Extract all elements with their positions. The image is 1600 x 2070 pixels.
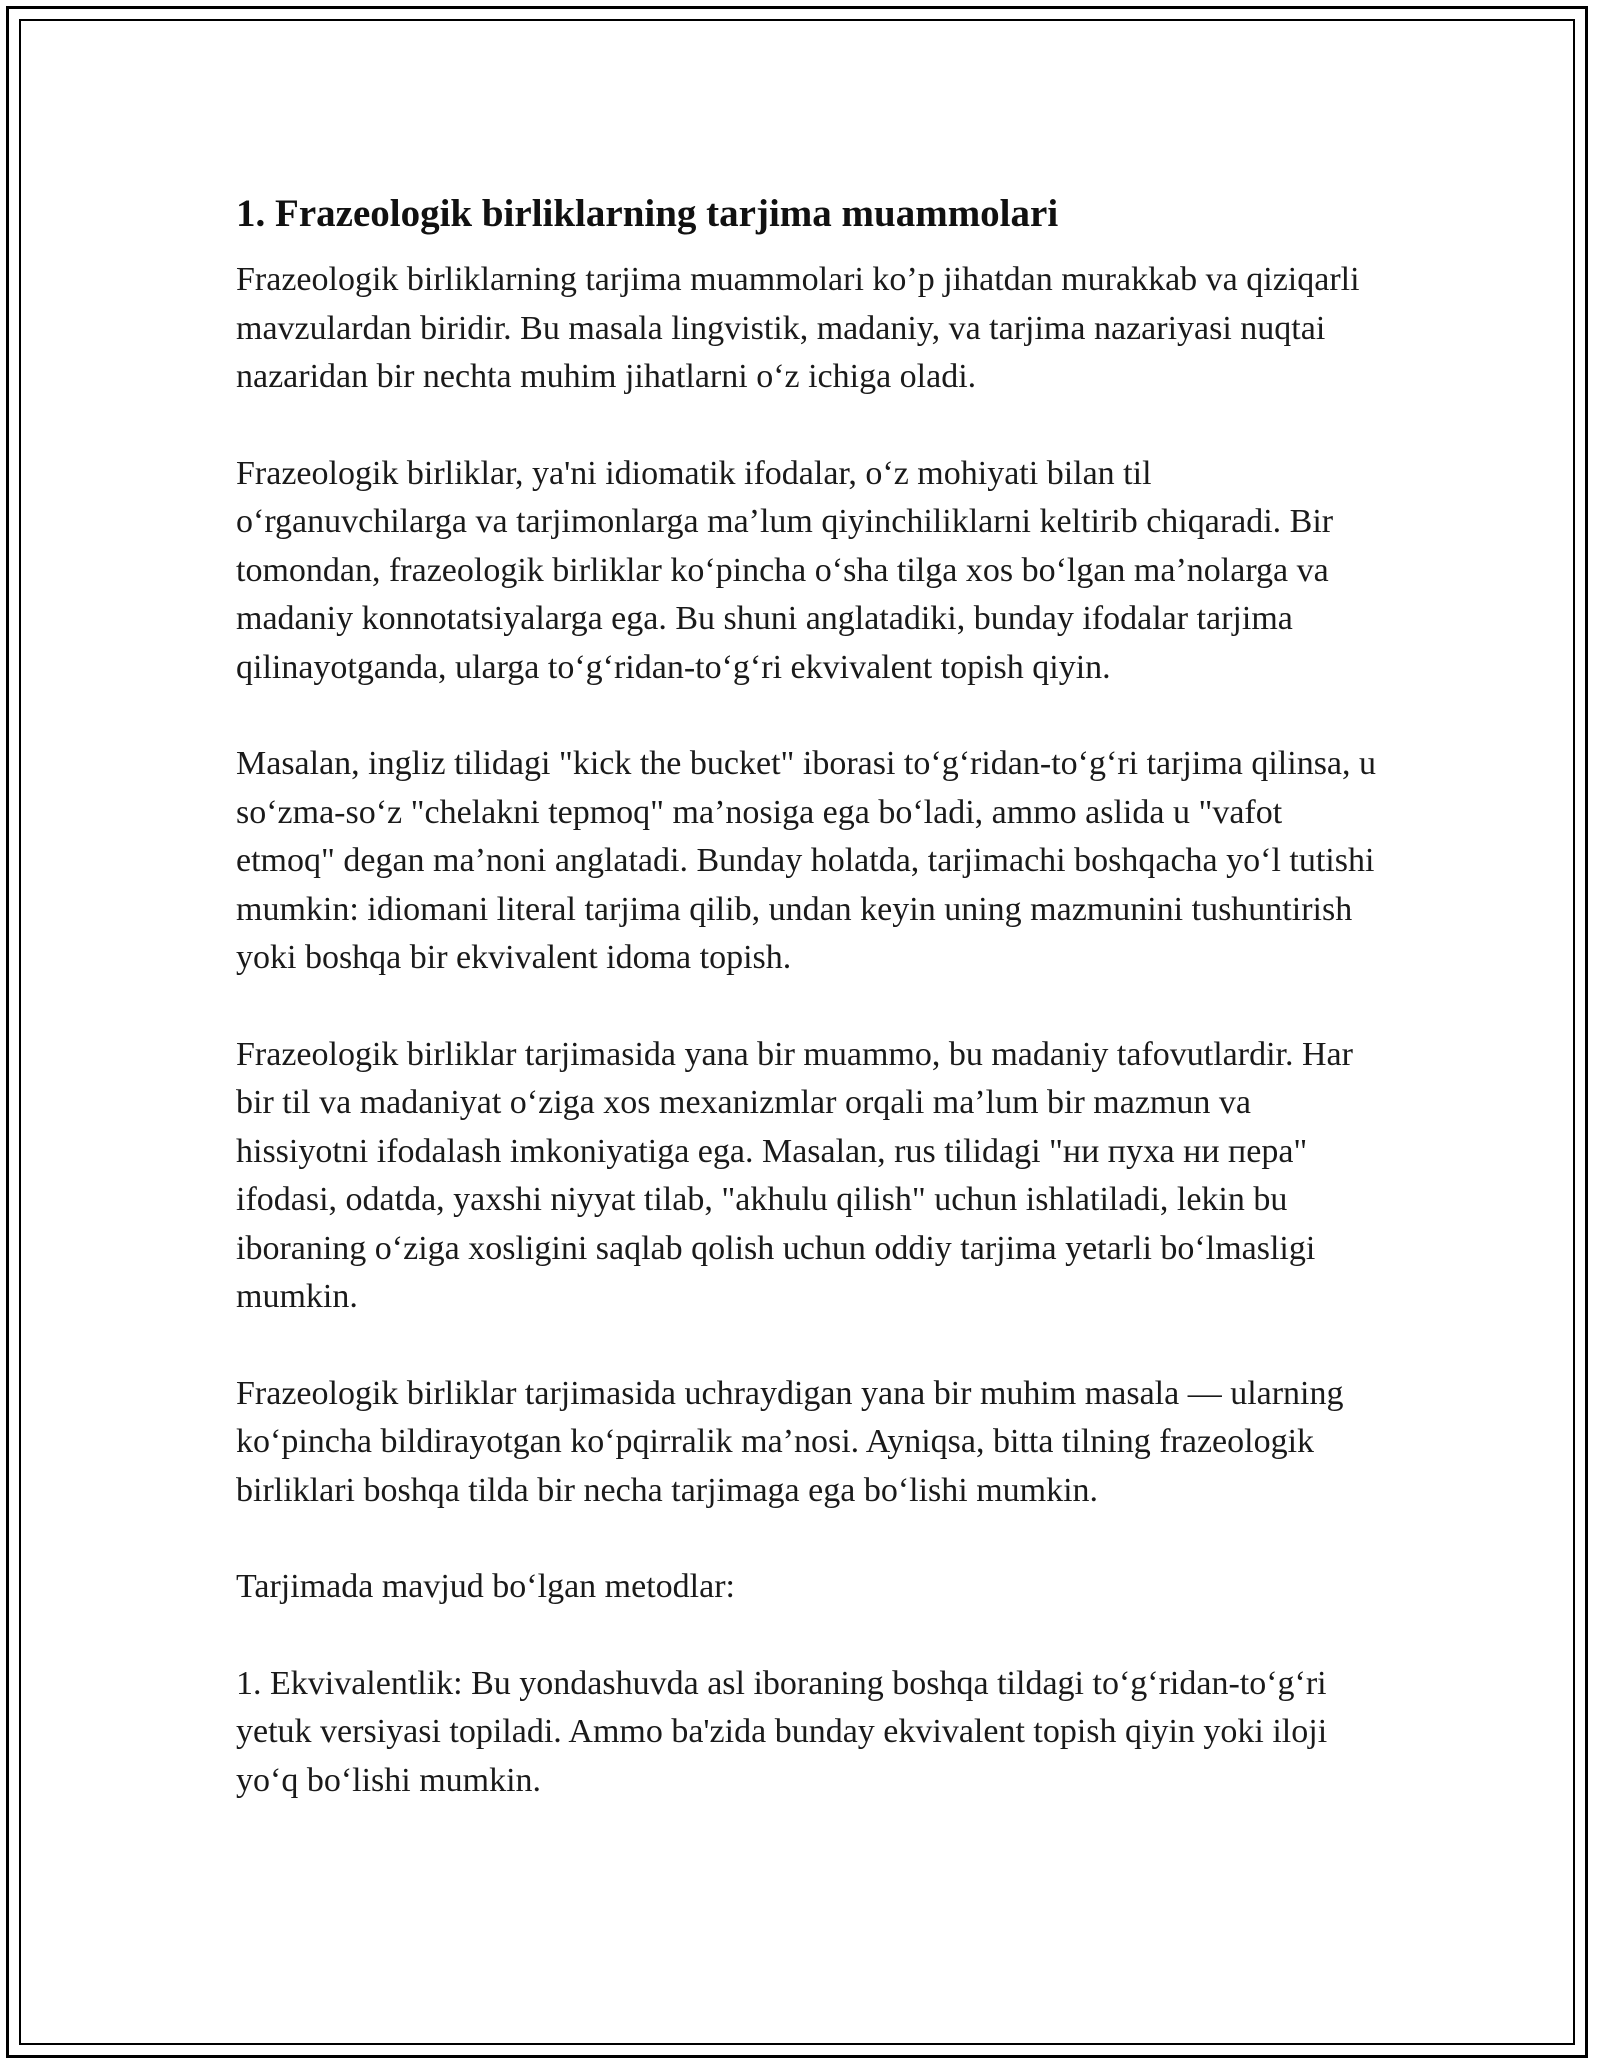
paragraph-cultural-differences: Frazeologik birliklar tarjimasida yana bir muammo, bu madaniy tafovutlardir. Har bir til va madaniyat o‘ziga xos mexanizmlar orqali ma’lum bir mazmun va hissiyotni ifodalash imkoniyatiga ega. Masalan, rus tilidagi "ни пуха ни пера" ifodasi, odatda, yaxshi niyyat tilab, "akhulu qilish" uchun ishlatiladi, lekin bu iboraning o‘ziga xosligini saqlab qolish uchun oddiy tarjima yetarli bo‘lmasligi mumkin. <box>236 1035 1353 1315</box>
paragraph-idiomatic-expressions: Frazeologik birliklar, ya'ni idiomatik ifodalar, o‘z mohiyati bilan til o‘rganuvchilarga va tarjimonlarga ma’lum qiyinchiliklarni keltirib chiqaradi. Bir tomondan, frazeologik birliklar ko‘pincha o‘sha tilga xos bo‘lgan ma’nolarga va madaniy konnotatsiyalarga ega. Bu shuni anglatadiki, bunday ifodalar tarjima qilinayotganda, ularga to‘g‘ridan-to‘g‘ri ekvivalent topish qiyin. <box>236 454 1334 686</box>
paragraph-methods-heading: Tarjimada mavjud bo‘lgan metodlar: <box>236 1568 735 1605</box>
paragraph-intro: Frazeologik birliklarning tarjima muammolari ko’p jihatdan murakkab va qiziqarli mavzulardan biridir. Bu masala lingvistik, madaniy, va tarjima nazariyasi nuqtai nazaridan bir nechta muhim jihatlarni o‘z ichiga oladi. <box>236 261 1360 395</box>
paragraph-example-kick-the-bucket: Masalan, ingliz tilidagi "kick the bucket" iborasi to‘g‘ridan-to‘g‘ri tarjima qilinsa, u so‘zma-so‘z "chelakni tepmoq" ma’nosiga ega bo‘ladi, ammo aslida u "vafot etmoq" degan ma’noni anglatadi. Bunday holatda, tarjimachi boshqacha yo‘l tutishi mumkin: idiomani literal tarjima qilib, undan keyin uning mazmunini tushuntirish yoki boshqa bir ekvivalent idoma topish. <box>236 745 1377 976</box>
document-body <box>236 186 1376 1853</box>
section-heading: 1. Frazeologik birliklarning tarjima muammolari <box>236 192 1059 235</box>
paragraph-polysemy: Frazeologik birliklar tarjimasida uchraydigan yana bir muhim masala — ularning ko‘pincha bildirayotgan ko‘pqirralik ma’nosi. Ayniqsa, bitta tilning frazeologik birliklari boshqa tilda bir necha tarjimaga ega bo‘lishi mumkin. <box>236 1374 1344 1509</box>
paragraph-method-equivalence: 1. Ekvivalentlik: Bu yondashuvda asl iboraning boshqa tildagi to‘g‘ridan-to‘g‘ri yetuk versiyasi topiladi. Ammo ba'zida bunday ekvivalent topish qiyin yoki iloji yo‘q bo‘lishi mumkin. <box>236 1664 1328 1799</box>
